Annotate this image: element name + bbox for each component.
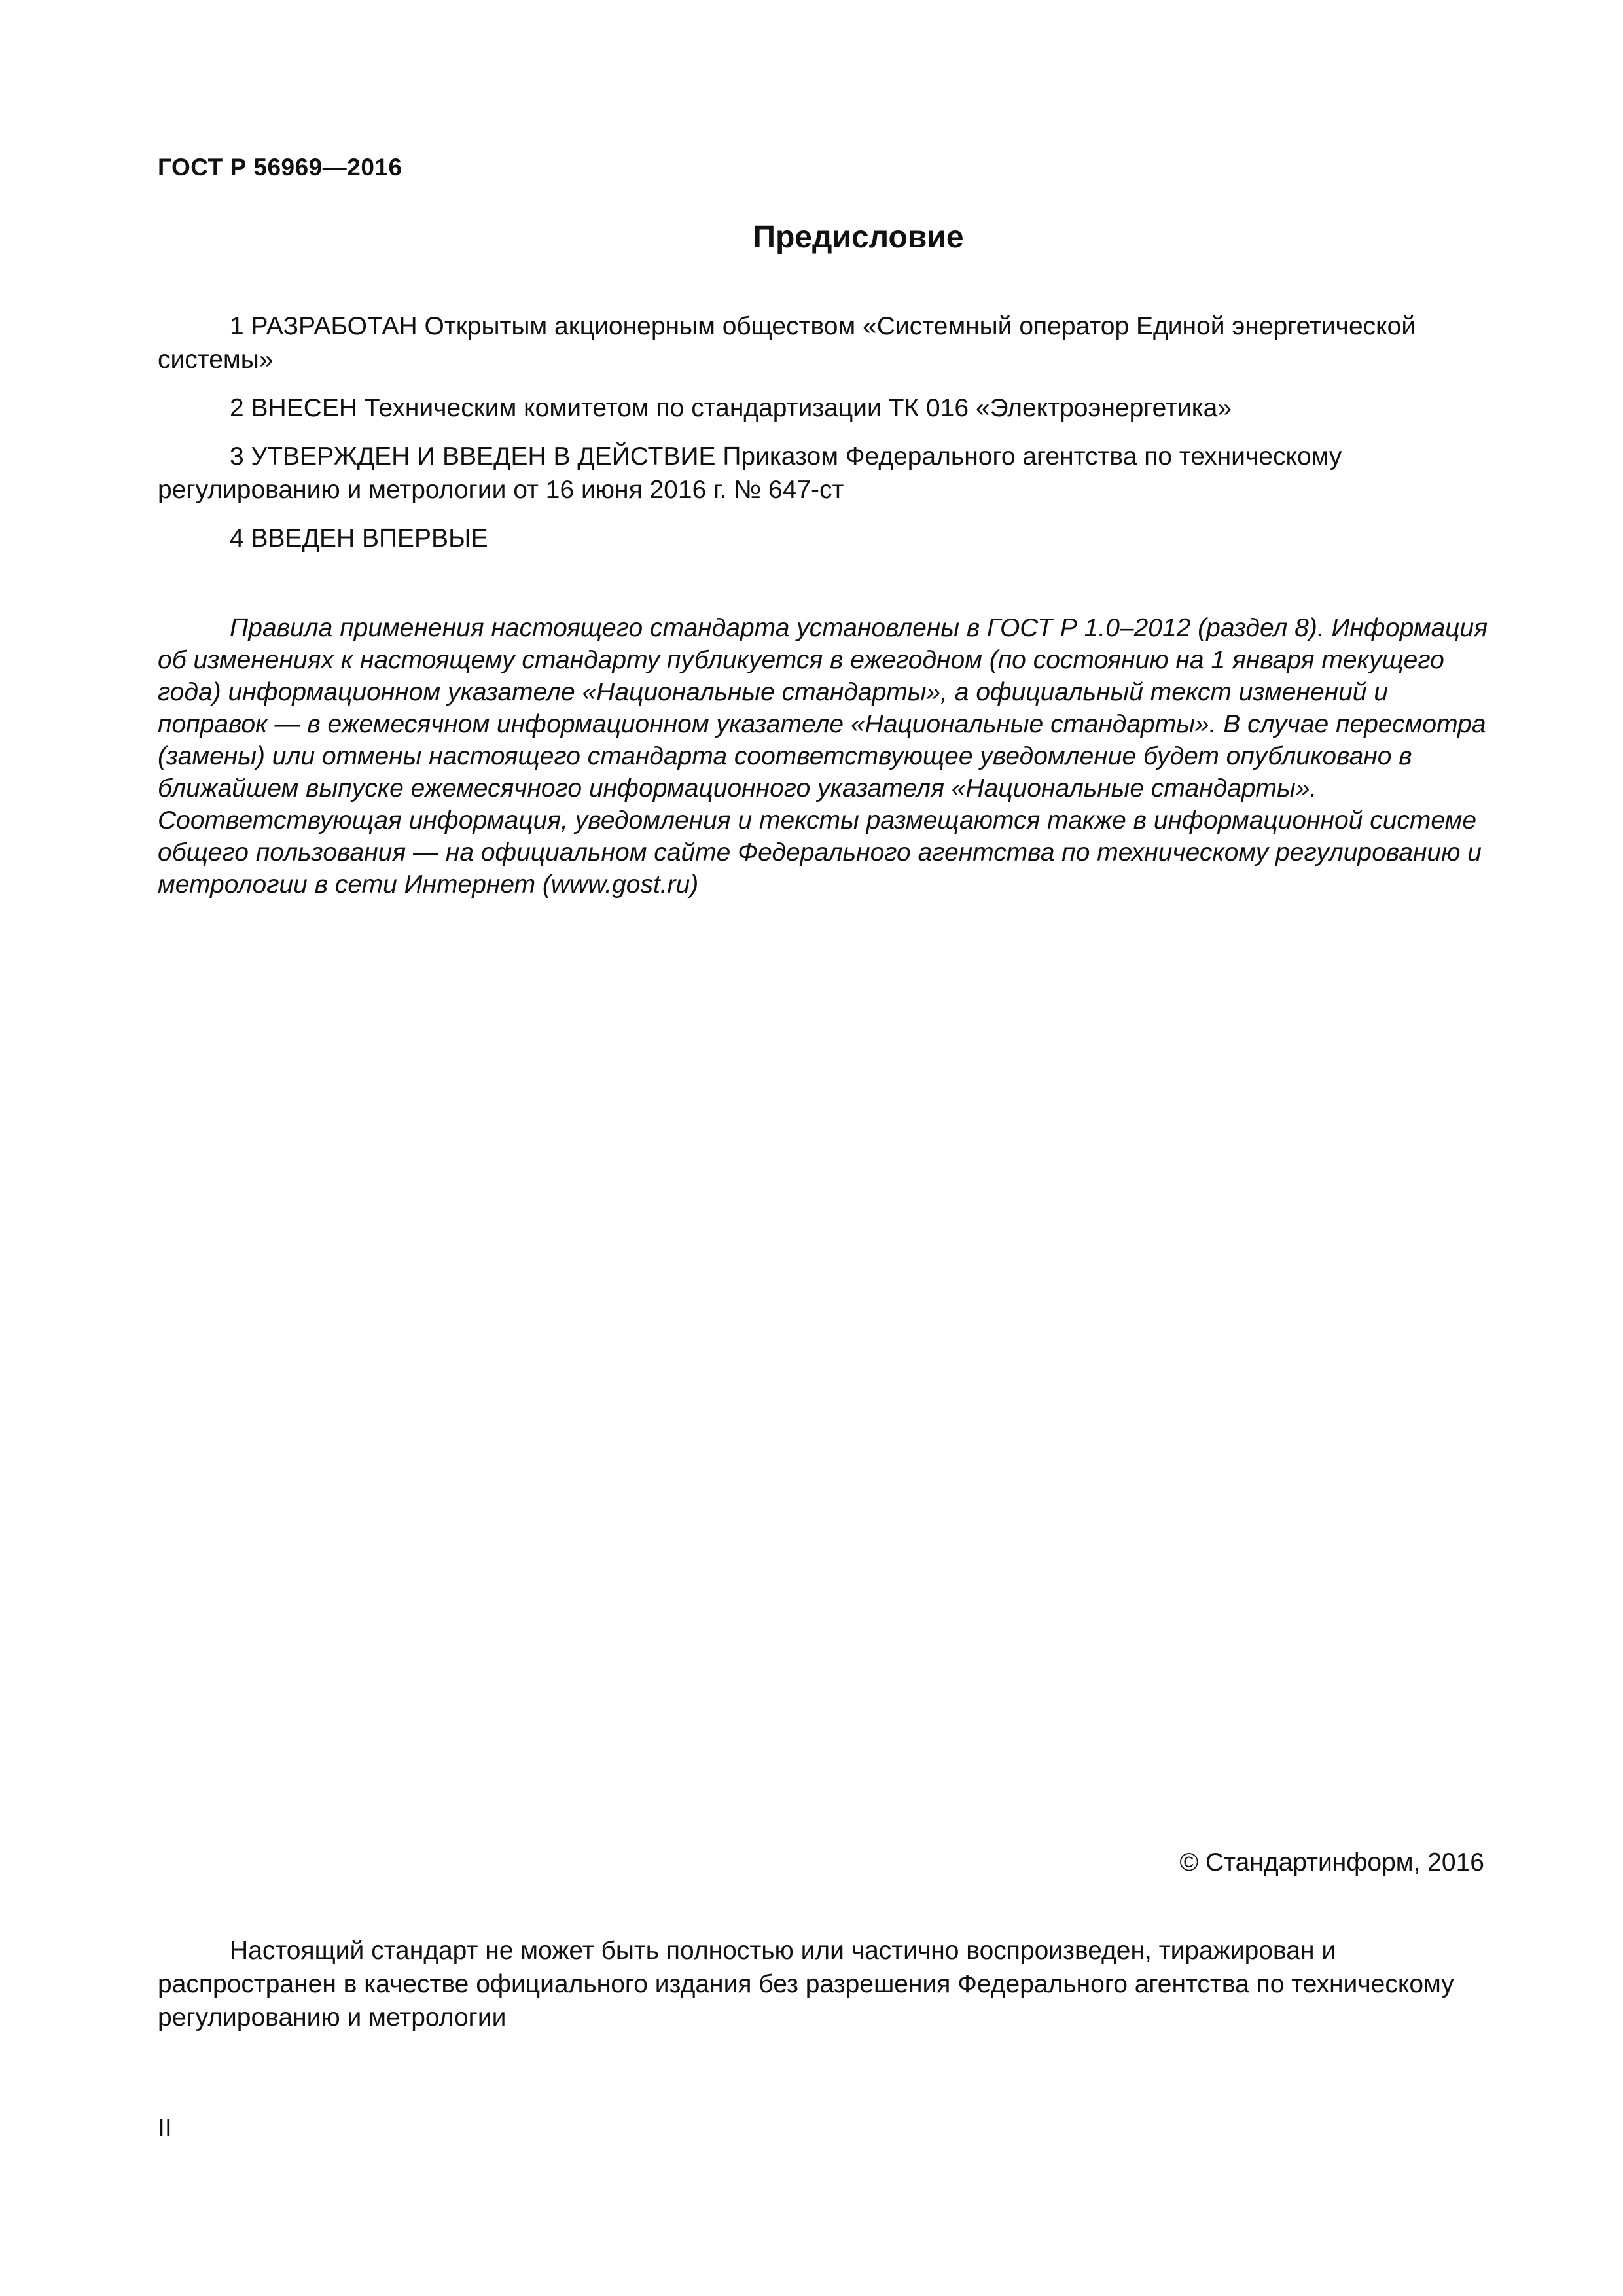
foreword-item-developed: 1 РАЗРАБОТАН Открытым акционерным обществом «Системный оператор Единой энергетической системы» (158, 312, 1416, 374)
application-rules-note: Правила применения настоящего стандарта установлены в ГОСТ Р 1.0–2012 (раздел 8). Информация об изменениях к настоящему стандарту публикуется в ежегодном (по состоянию на 1 января текущего года) информационном указателе «Национальные стандарты», а официальный текст изменений и поправок — в ежемесячном информационном указателе «Национальные стандарты». В случае пересмотра (замены) или отмены настоящего стандарта соответствующее уведомление будет опубликовано в ближайшем выпуске ежемесячного информационного указателя «Национальные стандарты». Соответствующая информация, уведомления и тексты размещаются также в информационной системе общего пользования — на официальном сайте Федерального агентства по техническому регулированию и метрологии в сети Интернет (www.gost.ru) (158, 614, 1488, 899)
foreword-list (158, 310, 1493, 570)
foreword-item-approved: 3 УТВЕРЖДЕН И ВВЕДЕН В ДЕЙСТВИЕ Приказом Федерального агентства по техническому регулированию и метрологии от 16 июня 2016 г. № 647-ст (158, 442, 1342, 504)
foreword-item-submitted: 2 ВНЕСЕН Техническим комитетом по стандартизации ТК 016 «Электроэнергетика» (230, 394, 1232, 422)
document-code: ГОСТ Р 56969—2016 (158, 154, 402, 181)
page-title: Предисловие (753, 220, 964, 255)
page-number: II (158, 2114, 172, 2142)
copyright-notice: © Стандартинформ, 2016 (1179, 1848, 1484, 1876)
foreword-item-first-introduced: 4 ВВЕДЕН ВПЕРВЫЕ (230, 524, 488, 552)
reproduction-notice: Настоящий стандарт не может быть полностью или частично воспроизведен, тиражирован и распространен в качестве официального издания без разрешения Федерального агентства по техническому регулированию и метрологии (158, 1937, 1454, 2032)
